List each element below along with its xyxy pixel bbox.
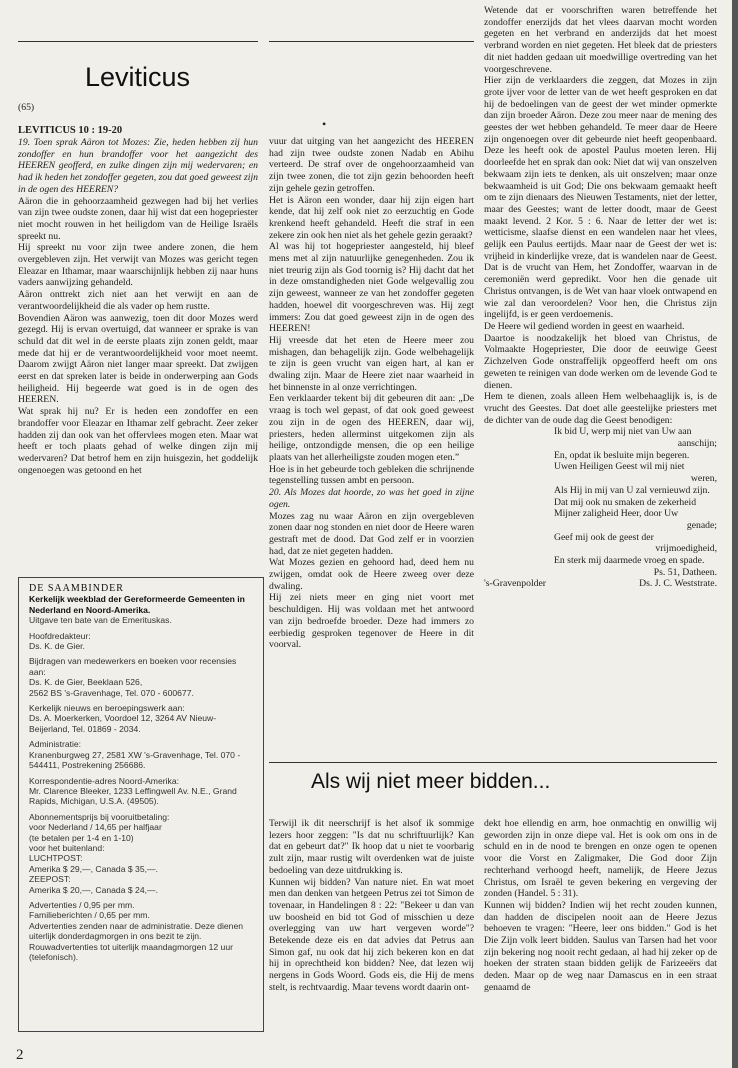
article2-top-rule — [269, 762, 717, 763]
paragraph: Hij spreekt nu voor zijn twee andere zonen, die hem overgebleven zijn. Het verwijt van Mozes was gericht tegen Eleazar en Ithamar, maar waarschijnlijk hebben zij naar huns vaders aanwijzing gehandeld. — [18, 242, 258, 289]
paragraph: Hoe is in het gebeurde toch gebleken die schrijnende tegenstelling tussen ambt en persoon. — [269, 463, 474, 487]
paragraph: De Heere wil gediend worden in geest en waarheid. — [484, 320, 685, 332]
paragraph: Hij zei niets meer en ging niet voort met beschuldigen. Hij was voldaan met het antwoord van zijn bedroefde broeder. Deze had immers zo eerbiedig gesproken tegenover de Heere in dit voorval. — [269, 592, 474, 651]
poem-line: Dat mij ook nu smaken de zekerheid — [554, 496, 697, 508]
paragraph: Wat Mozes gezien en gehoord had, deed hem nu zwijgen, omdat ook de Heere zweeg over deze dwaling. — [269, 557, 474, 592]
article-title-leviticus: Leviticus — [85, 62, 191, 92]
top-rule-left — [18, 41, 258, 42]
poem-line: Geef mij ook de geest der — [554, 531, 654, 543]
masthead-line: Ds. K. de Gier, Beeklaan 526, — [29, 677, 143, 688]
masthead-line: Advertenties zenden naar de administratie. Deze dienen uiterlijk donderdagmorgen in ons bezit te zijn. — [29, 920, 244, 942]
masthead-line: Ds. A. Moerkerken, Voordoel 12, 3264 AV Nieuw-Beijerland, Tel. 01869 - 2034. — [29, 713, 217, 734]
paragraph: Het is Aäron een wonder, daar hij zijn eigen hart kende, dat hij zelf ook niet zo eerzuchtig en Gode krenkend heeft gehandeld. Heeft die straf in een zekere zin ook hen niet als het gehele gezin geraakt? — [269, 194, 474, 241]
paragraph: Aäron onttrekt zich niet aan het verwijt en aan de verantwoordelijkheid die als vader op hem rustte. — [18, 289, 258, 312]
masthead-line: Familieberichten / 0,65 per mm. — [29, 910, 150, 921]
masthead-line: 2562 BS 's-Gravenhage, Tel. 070 - 600677. — [29, 687, 194, 698]
leviticus-column-2 — [269, 136, 474, 651]
signature — [484, 578, 717, 590]
masthead-line: Advertenties / 0,95 per mm. — [29, 899, 135, 910]
masthead-line: LUCHTPOST: — [29, 853, 83, 864]
poem-line: weren, — [690, 473, 717, 485]
masthead-section-north-america — [29, 776, 253, 807]
paragraph: dekt hoe ellendig en arm, hoe onmachtig en onwillig wij geworden zijn in onze diepe val. Het is ook om ons in de schuld en in de nood te brengen en onze ogen te openen voor die Vorst en Zaligmaker, Die God door Zijn rechterhand verhoogd heeft, namelijk, de Heere Jezus Christus, om Israël te geven bekering en vergeving der zonden (Handel. 5 : 31). — [484, 818, 717, 900]
paragraph: Aäron die in gehoorzaamheid gezwegen had bij het verlies van zijn twee oudste zonen, daar hij wist dat een hogepriester niet mocht rouwen in het heiligdom van de Heilige Israëls spreekt nu. — [18, 195, 258, 242]
masthead-line: voor het buitenland: — [29, 842, 105, 853]
masthead-section-editor — [29, 631, 253, 652]
masthead-line: Korrespondentie-adres Noord-Amerika: — [29, 775, 179, 786]
masthead-line: Rouwadvertenties tot uiterlijk maandagmorgen 12 uur (telefonisch). — [29, 941, 233, 962]
poem-line: En sterk mij daarmede vroeg en spade. — [554, 555, 705, 567]
masthead-section-subscription — [29, 812, 253, 895]
paragraph: Terwijl ik dit neerschrijf is het alsof ik sommige lezers hoor zeggen: "Is dat nu schriftuurlijk? Kan dat en gebeurt dat?" Ik hoop dat u niet te voorbarig zult zijn, maar rustig wilt overdenken wat de juiste bedoeling van deze uitdrukking is. — [269, 818, 474, 876]
poem-line: vrijmoedigheid, — [655, 543, 717, 555]
poem-line: aanschijn; — [677, 438, 717, 450]
masthead-section-church-news — [29, 703, 253, 734]
paragraph: Kunnen wij bidden? Indien wij het recht zouden kunnen, dan hadden de discipelen nooit aan de Heere Jezus behoeven te vragen: "Heere, leer ons bidden." God is het Die Zijn volk leert bidden. Saulus van Tarsen had het voor zijn bekering nog nooit recht gedaan, al had hij zeker op de hoeken der straten staan bidden gelijk de Farizeeërs dat deden. Maar op de weg naar Damascus en in een straat genaamd de — [484, 899, 717, 993]
paragraph: Bovendien Aäron was aanwezig, toen dit door Mozes werd gezegd. Hij is ervan overtuigd, dat wanneer er sprake is van schuld dat dit wel in de eerste plaats zijn zonen geldt, maar mede dat hij er de verantwoordelijkheid voor moet neemt. Daarom zwijgt Aäron niet langer maar spreekt. Dat zwijgen eerst en dat spreken later is beide in onderwerping aan Gods heiligheid. Hij begeerde wat goed is in de ogen des HEEREN. — [18, 312, 258, 406]
leviticus-column-3 — [484, 5, 717, 590]
masthead-box — [18, 577, 264, 1032]
masthead-line: Bijdragen van medewerkers en boeken voor recensies aan: — [29, 656, 237, 677]
paragraph: Hem te dienen, zoals alleen Hem welbehaaglijk is, is de vrucht des Geestes. Dat doet alle geestelijke priesters met de dichter van de oude dag die Geest benodigen: — [484, 391, 717, 426]
paragraph: vuur dat uitging van het aangezicht des HEEREN had zijn twee oudste zonen Nadab en Abihu verteerd. De straf over de ongehoorzaamheid van zijn twee zonen, die tot zijn gezin behoorden heeft zijn gehele gezin getroffen. — [269, 136, 474, 194]
top-rule-middle — [269, 41, 474, 42]
paragraph: Kunnen wij bidden? Van nature niet. En wat moet men dan denken van hetgeen Petrus zei tot Simon de tovenaar, in Handelingen 8 : 22: "Bekeer u dan van uw boosheid en bid tot God of misschien u deze overlegging van uw hart vergeven worde"? Betekende deze eis en dat advies dat Petrus aan Simon gaf, nu ook dat hij zich bekeren kon en dat hij in oprechtheid kon bidden? Nee, dat lezen wij nergens in Gods Woord. Gods eis, die Hij de mens stelt, is rechtvaardig. Maar tevens wordt daarin ont- — [269, 876, 474, 993]
poem-line: Mijner zaligheid Heer, door Uw — [554, 508, 679, 520]
leviticus-column-1 — [18, 124, 258, 476]
masthead-section-advertising — [29, 900, 253, 962]
masthead-line: Kerkelijk nieuws en beroepingswerk aan: — [29, 703, 185, 714]
masthead-line: ZEEPOST: — [29, 874, 71, 885]
masthead-line: Ds. K. de Gier. — [29, 641, 85, 652]
masthead-line: (te betalen per 1-4 en 1-10) — [29, 832, 134, 843]
paragraph: Een verklaarder tekent bij dit gebeuren dit aan: „De vraag is toch wel gepast, of dat ook goed geweest zou zijn in de ogen des HEEREN, daar wij, priesters, heden allerminst uitgekomen zijn als heilige, ontzondigde mensen, die op een heilige plaats van het allerheiligste zouden mogen eten.” — [269, 393, 474, 463]
masthead-line: Amerika $ 29,—, Canada $ 35,—. — [29, 863, 158, 874]
poem-source: Ps. 51, Datheen. — [653, 566, 717, 578]
masthead-publisher: Uitgave ten bate van de Emerituskas. — [29, 615, 172, 626]
paragraph: Al was hij tot hogepriester aangesteld, hij bleef mens met al zijn natuurlijke genegenheden. Zou ik niet treurig zijn als God toornig is? Hij dacht dat het in deze omstandigheden niet Gode welgevallig zou zijn geweest, wanneer ze van het zondoffer gegeten hadden, hoewel dit voorgeschreven was. Hij zegt immers: Zou dat goed geweest zijn in de ogen des HEEREN! — [269, 241, 474, 335]
article-heading: LEVITICUS 10 : 19-20 — [18, 125, 123, 136]
paragraph: Hij vreesde dat het eten de Heere meer zou mishagen, dan behagelijk zijn. Gode welbehagelijk te zijn is geen vrucht van eigen hart, al kan er dwaling zijn. Maar de Heere ziet naar waarheid in het binnenste in al onze verrichtingen. — [269, 334, 474, 393]
paragraph: Wat sprak hij nu? Er is heden een zondoffer en een brandoffer voor Eleazar en Ithamar zelf gebracht. Zeer zeker hadden zij dan ook van het offervlees mogen eten. Maar wat heeft er toch plaats gehad of welke dingen zijn mij wedervaren? Dat betrof hem en zijn huisgezin, het goddelijk ongenoegen was getoond en het — [18, 406, 258, 476]
masthead-line: Amerika $ 20,—, Canada $ 24,—. — [29, 884, 158, 895]
masthead-section-contributions — [29, 656, 253, 698]
signature-place: 's-Gravenpolder — [484, 578, 546, 590]
masthead-line: Kranenburgweg 27, 2581 XW 's-Gravenhage, Tel. 070 - 544411, Postrekening 256686. — [29, 749, 241, 771]
masthead-line: Abonnementsprijs bij vooruitbetaling: — [29, 811, 170, 822]
signature-name: Ds. J. C. Weststrate. — [639, 578, 717, 590]
masthead-line: Mr. Clarence Bleeker, 1233 Leffingwell Av. N.E., Grand Rapids, Michigan, U.S.A. (49505). — [29, 785, 237, 807]
poem-line: genade; — [686, 519, 717, 531]
paragraph: 19. Toen sprak Aäron tot Mozes: Zie, heden hebben zij hun zondoffer en hun brandoffer voor het aangezicht des HEEREN geofferd, en zulke dingen zijn mij wedervaren; en had ik heden het zondoffer gegeten, zou dat goed geweest zijn in de ogen des HEEREN? — [18, 137, 258, 195]
page-number: 2 — [16, 1047, 24, 1063]
poem — [484, 426, 717, 578]
paragraph: Daartoe is noodzakelijk het bloed van Christus, de Volmaakte Hogepriester, Die door de eeuwige Geest Zichzelven Gode onstraffelijk opgeofferd heeft om ons geweten te reinigen van dode werken om de levende God te dienen. — [484, 332, 717, 391]
masthead-section-administration — [29, 739, 253, 770]
article-title-bidden: Als wij niet meer bidden... — [311, 770, 551, 793]
decorative-dot: • — [322, 117, 327, 131]
poem-line: Als Hij in mij van U zal vernieuwd zijn. — [554, 484, 710, 496]
poem-line: En, opdat ik besluite mijn begeren. — [554, 449, 690, 461]
masthead-line: voor Nederland / 14,65 per halfjaar — [29, 822, 162, 833]
paragraph: 20. Als Mozes dat hoorde, zo was het goed in zijne ogen. — [269, 487, 474, 510]
poem-line: Ik bid U, werp mij niet van Uw aan — [554, 426, 692, 438]
masthead-line: Administratie: — [29, 739, 82, 750]
bidden-column-1 — [269, 818, 474, 994]
paragraph: Wetende dat er voorschriften waren betreffende het zondoffer enerzijds dat het vlees daarvan mocht worden gegeten en het verbrand en anderzijds dat het moest verbrand worden en niet gegeten. Het bleek dat de priesters dit niet hadden gedaan uit moedwillige overtreding van het voorgeschrevene. — [484, 5, 717, 75]
article-ref-number: (65) — [18, 102, 35, 113]
poem-line: Uwen Heiligen Geest wil mij niet — [554, 461, 685, 473]
paragraph: Mozes zag nu waar Aäron en zijn overgebleven zonen daar nog stonden en niet door de Heere waren gestraft met de dood. Dat God zelf er in voorzien had, dat ze niet gegeten hadden. — [269, 510, 474, 557]
masthead-name: DE SAAMBINDER — [29, 583, 124, 594]
bidden-column-2 — [484, 818, 717, 994]
paragraph: Hier zijn de verklaarders die zeggen, dat Mozes in zijn grote ijver voor de letter van de wet heeft gesproken en dat hij de bedoelingen van de geest der wet minder opmerkte dan zijn broeder Aäron. Deze zou meer naar de mening des geestes der wet hebben gehandeld. Te meer daar de Heere zijn ongenoegen over dit gebeurde niet heeft geopenbaard. Deze les heeft ook de apostel Paulus moeten leren. Hij doorleefde het en sprak dan ook: Niet dat wij van onszelven bekwaam zijn iets te denken, als uit onszelven; maar onze bekwaamheid is uit God; Die ons bekwaam gemaakt heeft om te zijn dienaars des Nieuwen Testaments, niet der letter, maar des Geestes; want de letter doodt, maar de Geest maakt levend. 2 Kor. 5 : 6. Naar de letter der wet is: wetticisme, slaafse dienst en een wandelen naar het vlees, gelijk een Paulus eertijds. Maar naar de Geest der wet is: vrijheid in kinderlijke vreze, dat is wandelen naar de Geest. Dat is de vrucht van Hem, het Zondoffer, waarvan in de ceremoniën werd gepredikt. Voor hen die genade uit Christus ontvangen, is de Wet van haar vloek ontwapend en wie zal dan veroordelen? Voor hen, die Christus zijn ingelijfd, is er geen verdoemenis. — [484, 75, 717, 321]
page-edge-shadow — [732, 0, 738, 1068]
masthead-subtitle: Kerkelijk weekblad der Gereformeerde Gemeenten in Nederland en Noord-Amerika. — [29, 594, 245, 615]
masthead-line: Hoofdredakteur: — [29, 630, 91, 641]
